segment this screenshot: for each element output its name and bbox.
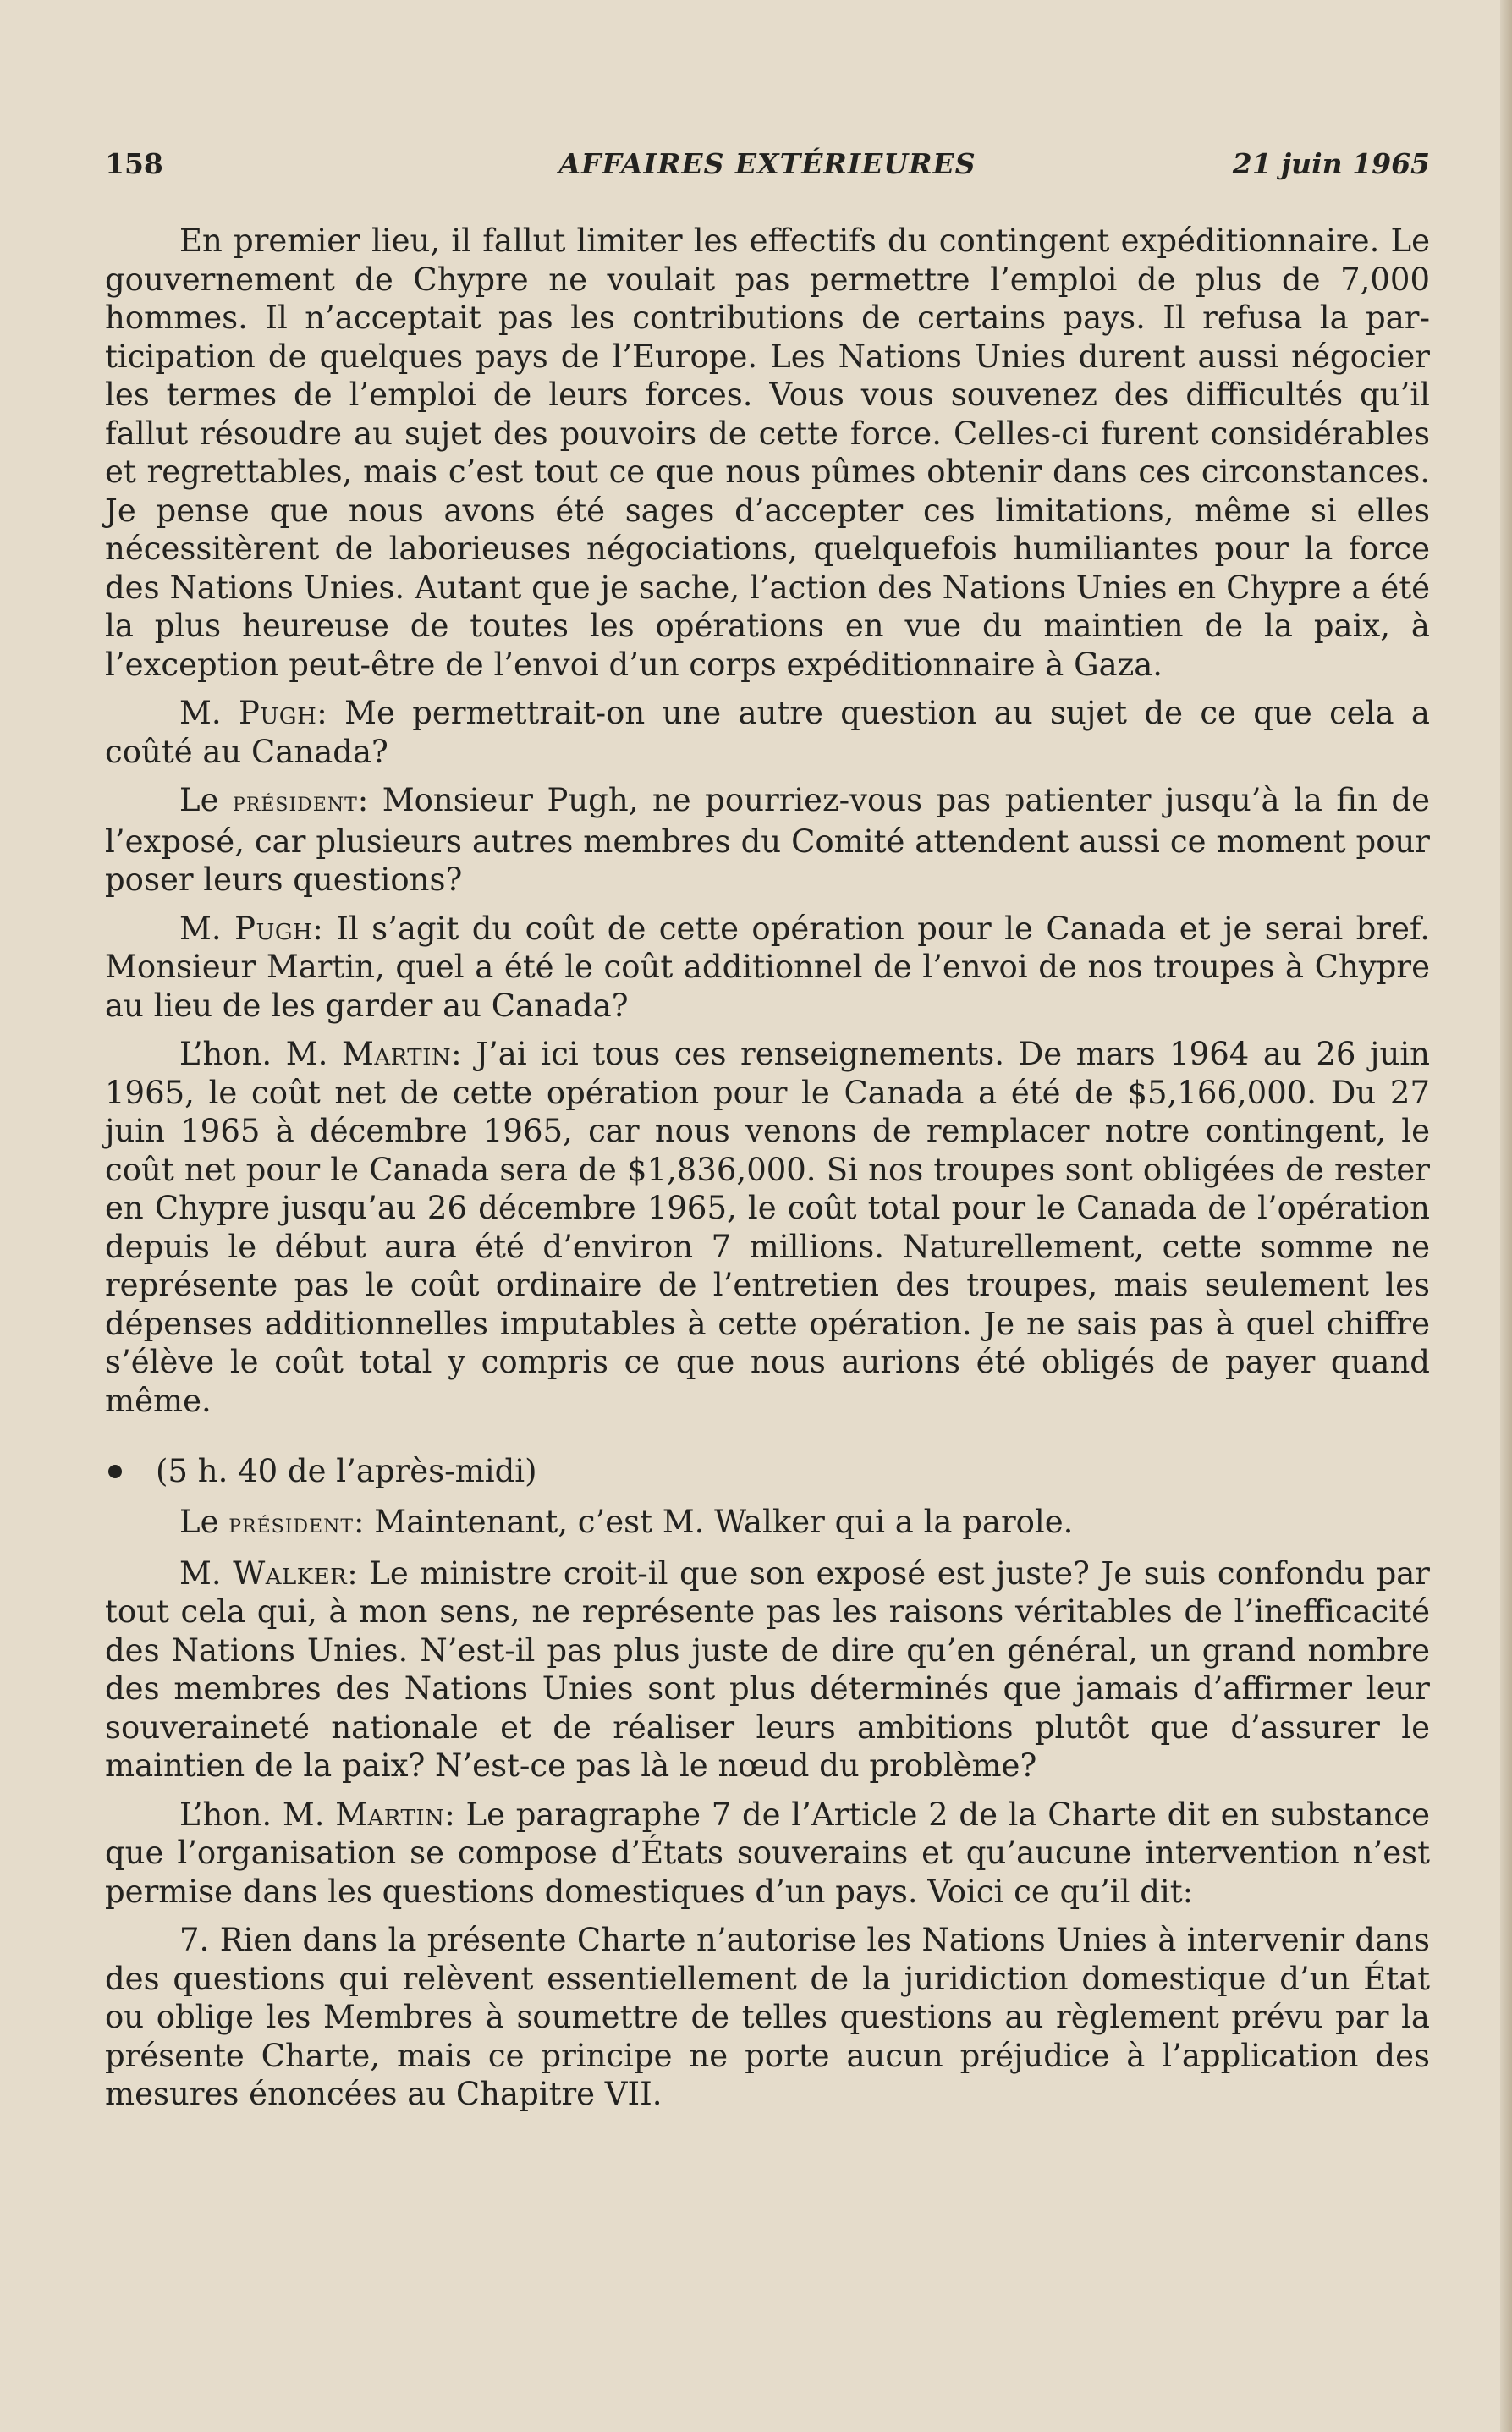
speech-text: : Monsieur Pugh, ne pourriez-vous pas patienter jusqu’à la fin de l’exposé, car plusieurs autres membres du Comité attendent aussi ce moment pour poser leurs questions? bbox=[105, 782, 1430, 898]
page-number: 158 bbox=[105, 147, 163, 180]
speaker-prefix: Le bbox=[179, 1504, 229, 1540]
running-title: AFFAIRES EXTÉRIEURES bbox=[558, 147, 976, 180]
page-edge-shadow bbox=[1500, 0, 1512, 2432]
paragraph-president-reply bbox=[105, 781, 1430, 900]
time-marker-text: (5 h. 40 de l’après-midi) bbox=[156, 1453, 537, 1489]
speaker-name: Pugh bbox=[234, 910, 313, 947]
paragraph-martin-costs bbox=[105, 1035, 1430, 1420]
speaker-prefix: M. bbox=[179, 910, 235, 947]
speech-text: : Le ministre croit-il que son exposé est juste? Je suis confondu par tout cela qui, à mon sens, ne représente pas les raisons véritables de l’inefficacité des Nations Unies. N’est-il pas plus juste de dire qu’en général, un grand nombre des membres des Nations Unies sont plus déterminés que jamais d’affirmer leur souveraineté nationale et de réaliser leurs ambitions plutôt que d’assurer le maintien de la paix? N’est-ce pas là le nœud du problème? bbox=[105, 1554, 1430, 1784]
speech-text: : Il s’agit du coût de cette opération pour le Canada et je serai bref. Monsieur Martin, quel a été le coût additionnel de l’envoi de nos troupes à Chypre au lieu de les garder au Canada? bbox=[105, 910, 1430, 1024]
paragraph-intro: En premier lieu, il fallut limiter les effectifs du contingent expéditionnaire. Le gouvernement de Chypre ne voulait pas permettre l’emploi de plus de 7,000 hommes. Il n’acceptait pas les contributions de certains pays. Il refusa la participation de quelques pays de l’Europe. Les Nations Unies durent aussi négocier les termes de l’emploi de leurs forces. Vous vous souvenez des difficultés qu’il fallut résoudre au sujet des pouvoirs de cette force. Celles-ci furent considérables et regrettables, mais c’est tout ce que nous pûmes obtenir dans ces circonstances. Je pense que nous avons été sages d’accepter ces limitations, même si elles nécessitèrent de laborieuses négociations, quelquefois humiliantes pour la force des Nations Unies. Autant que je sache, l’action des Nations Unies en Chypre a été la plus heureuse de toutes les opérations en vue du maintien de la paix, à l’exception peut-être de l’envoi d’un corps expéditionnaire à Gaza. bbox=[105, 223, 1430, 683]
paragraph-president-walker bbox=[105, 1503, 1430, 1544]
speech-text: : J’ai ici tous ces renseignements. De mars 1964 au 26 juin 1965, le coût net de cette opération pour le Canada a été de $5,166,000. Du 27 juin 1965 à décembre 1965, car nous venons de remplacer notre contingent, le coût net pour le Canada sera de $1,836,000. Si nos troupes sont obligées de rester en Chypre jusqu’au 26 décembre 1965, le coût total pour le Canada de l’opération depuis le début aura été d’environ 7 millions. Naturellement, cette somme ne représente pas le coût ordinaire de l’entretien des troupes, mais seulement les dépenses additionnelles imputables à cette opération. Je ne sais pas à quel chiffre s’élève le coût total y compris ce que nous aurions été obligés de payer quand même. bbox=[105, 1036, 1431, 1419]
header-date: 21 juin 1965 bbox=[1232, 147, 1430, 180]
speaker-name: Martin bbox=[342, 1036, 452, 1072]
paragraph-pugh-question bbox=[105, 694, 1430, 771]
speech-text: : Le paragraphe 7 de l’Article 2 de la Charte dit en substance que l’organisation se compose d’États souverains et qu’aucune intervention n’est permise dans les questions domestiques d’un pays. Voici ce qu’il dit: bbox=[105, 1796, 1431, 1910]
charter-quotation: 7. Rien dans la présente Charte n’autorise les Nations Unies à intervenir dans des questions qui relèvent essentiellement de la juridiction domestique d’un État ou oblige les Membres à soumettre de telles questions au règlement prévu par la présente Charte, mais ce principe ne porte aucun préjudice à l’application des mesures énoncées au Chapitre VII. bbox=[105, 1922, 1430, 2112]
speaker-prefix: L’hon. M. bbox=[179, 1036, 342, 1072]
speaker-prefix: M. bbox=[179, 695, 239, 731]
paragraph-martin-charter bbox=[105, 1796, 1430, 1912]
page-body bbox=[105, 222, 1430, 2124]
speaker-prefix: L’hon. M. bbox=[179, 1796, 336, 1833]
speaker-prefix: Le bbox=[179, 782, 233, 818]
speaker-name: Pugh bbox=[239, 695, 317, 731]
speech-text: : Maintenant, c’est M. Walker qui a la parole. bbox=[354, 1504, 1074, 1540]
paragraph-walker-question bbox=[105, 1554, 1430, 1785]
speaker-prefix: M. bbox=[179, 1554, 234, 1592]
speech-text: : Me permettrait-on une autre question au sujet de ce que cela a coûté au Canada? bbox=[105, 695, 1430, 770]
time-marker bbox=[105, 1452, 1430, 1491]
speaker-name: président bbox=[228, 1509, 355, 1539]
speaker-name: Martin bbox=[335, 1796, 445, 1833]
paragraph-pugh-followup bbox=[105, 910, 1430, 1026]
speaker-name: Walker bbox=[233, 1554, 348, 1592]
running-header bbox=[105, 147, 1430, 190]
bullet-icon bbox=[108, 1465, 122, 1478]
speaker-name: président bbox=[232, 787, 358, 817]
